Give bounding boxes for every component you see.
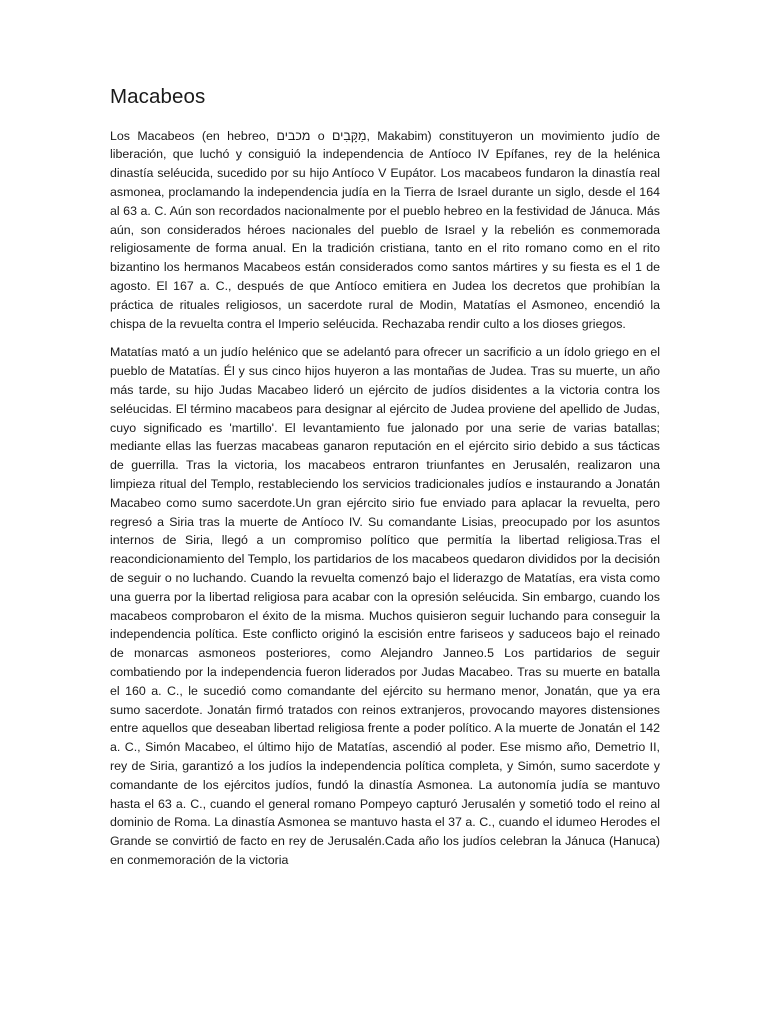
document-page xyxy=(110,84,660,880)
document-title: Macabeos xyxy=(110,85,206,108)
paragraph-intro: Los Macabeos (en hebreo, מכבים o מַקָּבִים, Makabim) constituyeron un movimiento judío de liberación, que luchó y consiguió la independencia de Antíoco IV Epífanes, rey de la helénica dinastía seléucida, sucedido por su hijo Antíoco V Eupátor. Los macabeos fundaron la dinastía real asmonea, proclamando la independencia judía en la Tierra de Israel durante un siglo, desde el 164 al 63 a. C. Aún son recordados nacionalmente por el pueblo hebreo en la festividad de Jánuca. Más aún, son considerados héroes nacionales del pueblo de Israel y la rebelión es conmemorada religiosamente de forma anual. En la tradición cristiana, tanto en el rito romano como en el rito bizantino los hermanos Macabeos están considerados como santos mártires y su fiesta es el 1 de agosto. El 167 a. C., después de que Antíoco emitiera en Judea los decretos que prohibían la práctica de rituales religiosos, un sacerdote rural de Modin, Matatías el Asmoneo, encendió la chispa de la revuelta contra el Imperio seléucida. Rechazaba rendir culto a los dioses griegos. xyxy=(110,128,660,331)
paragraph-history: Matatías mató a un judío helénico que se adelantó para ofrecer un sacrificio a un ídolo griego en el pueblo de Matatías. Él y sus cinco hijos huyeron a las montañas de Judea. Tras su muerte, un año más tarde, su hijo Judas Macabeo lideró un ejército de judíos disidentes a la victoria contra los seléucidas. El término macabeos para designar al ejército de Judea proviene del apellido de Judas, cuyo significado es 'martillo'. El levantamiento fue jalonado por una serie de varias batallas; mediante ellas las fuerzas macabeas ganaron reputación en el ejército sirio debido a sus tácticas de guerrilla. Tras la victoria, los macabeos entraron triunfantes en Jerusalén, realizaron una limpieza ritual del Templo, restableciendo los servicios tradicionales judíos e instaurando a Jonatán Macabeo como sumo sacerdote.Un gran ejército sirio fue enviado para aplacar la revuelta, pero regresó a Siria tras la muerte de Antíoco IV. Su comandante Lisias, preocupado por los asuntos internos de Siria, llegó a un compromiso político que permitía la libertad religiosa.Tras el reacondicionamiento del Templo, los partidarios de los macabeos quedaron divididos por la decisión de seguir o no luchando. Cuando la revuelta comenzó bajo el liderazgo de Matatías, era vista como una guerra por la libertad religiosa para acabar con la opresión seléucida. Sin embargo, cuando los macabeos comprobaron el éxito de la misma. Muchos quisieron seguir luchando para conseguir la independencia política. Este conflicto originó la escisión entre fariseos y saduceos bajo el reinado de monarcas asmoneos posteriores, como Alejandro Janneo.5 Los partidarios de seguir combatiendo por la independencia fueron liderados por Judas Macabeo. Tras su muerte en batalla el 160 a. C., le sucedió como comandante del ejército su hermano menor, Jonatán, que ya era sumo sacerdote. Jonatán firmó tratados con reinos extranjeros, provocando mayores distensiones entre aquellos que deseaban libertad religiosa frente a poder político. A la muerte de Jonatán el 142 a. C., Simón Macabeo, el último hijo de Matatías, ascendió al poder. Ese mismo año, Demetrio II, rey de Siria, garantizó a los judíos la independencia política completa, y Simón, sumo sacerdote y comandante de los ejércitos judíos, fundó la dinastía Asmonea. La autonomía judía se mantuvo hasta el 63 a. C., cuando el general romano Pompeyo capturó Jerusalén y sometió todo el reino al dominio de Roma. La dinastía Asmonea se mantuvo hasta el 37 a. C., cuando el idumeo Herodes el Grande se convirtió de facto en rey de Jerusalén.Cada año los judíos celebran la Jánuca (Hanuca) en conmemoración de la victoria xyxy=(110,345,660,867)
